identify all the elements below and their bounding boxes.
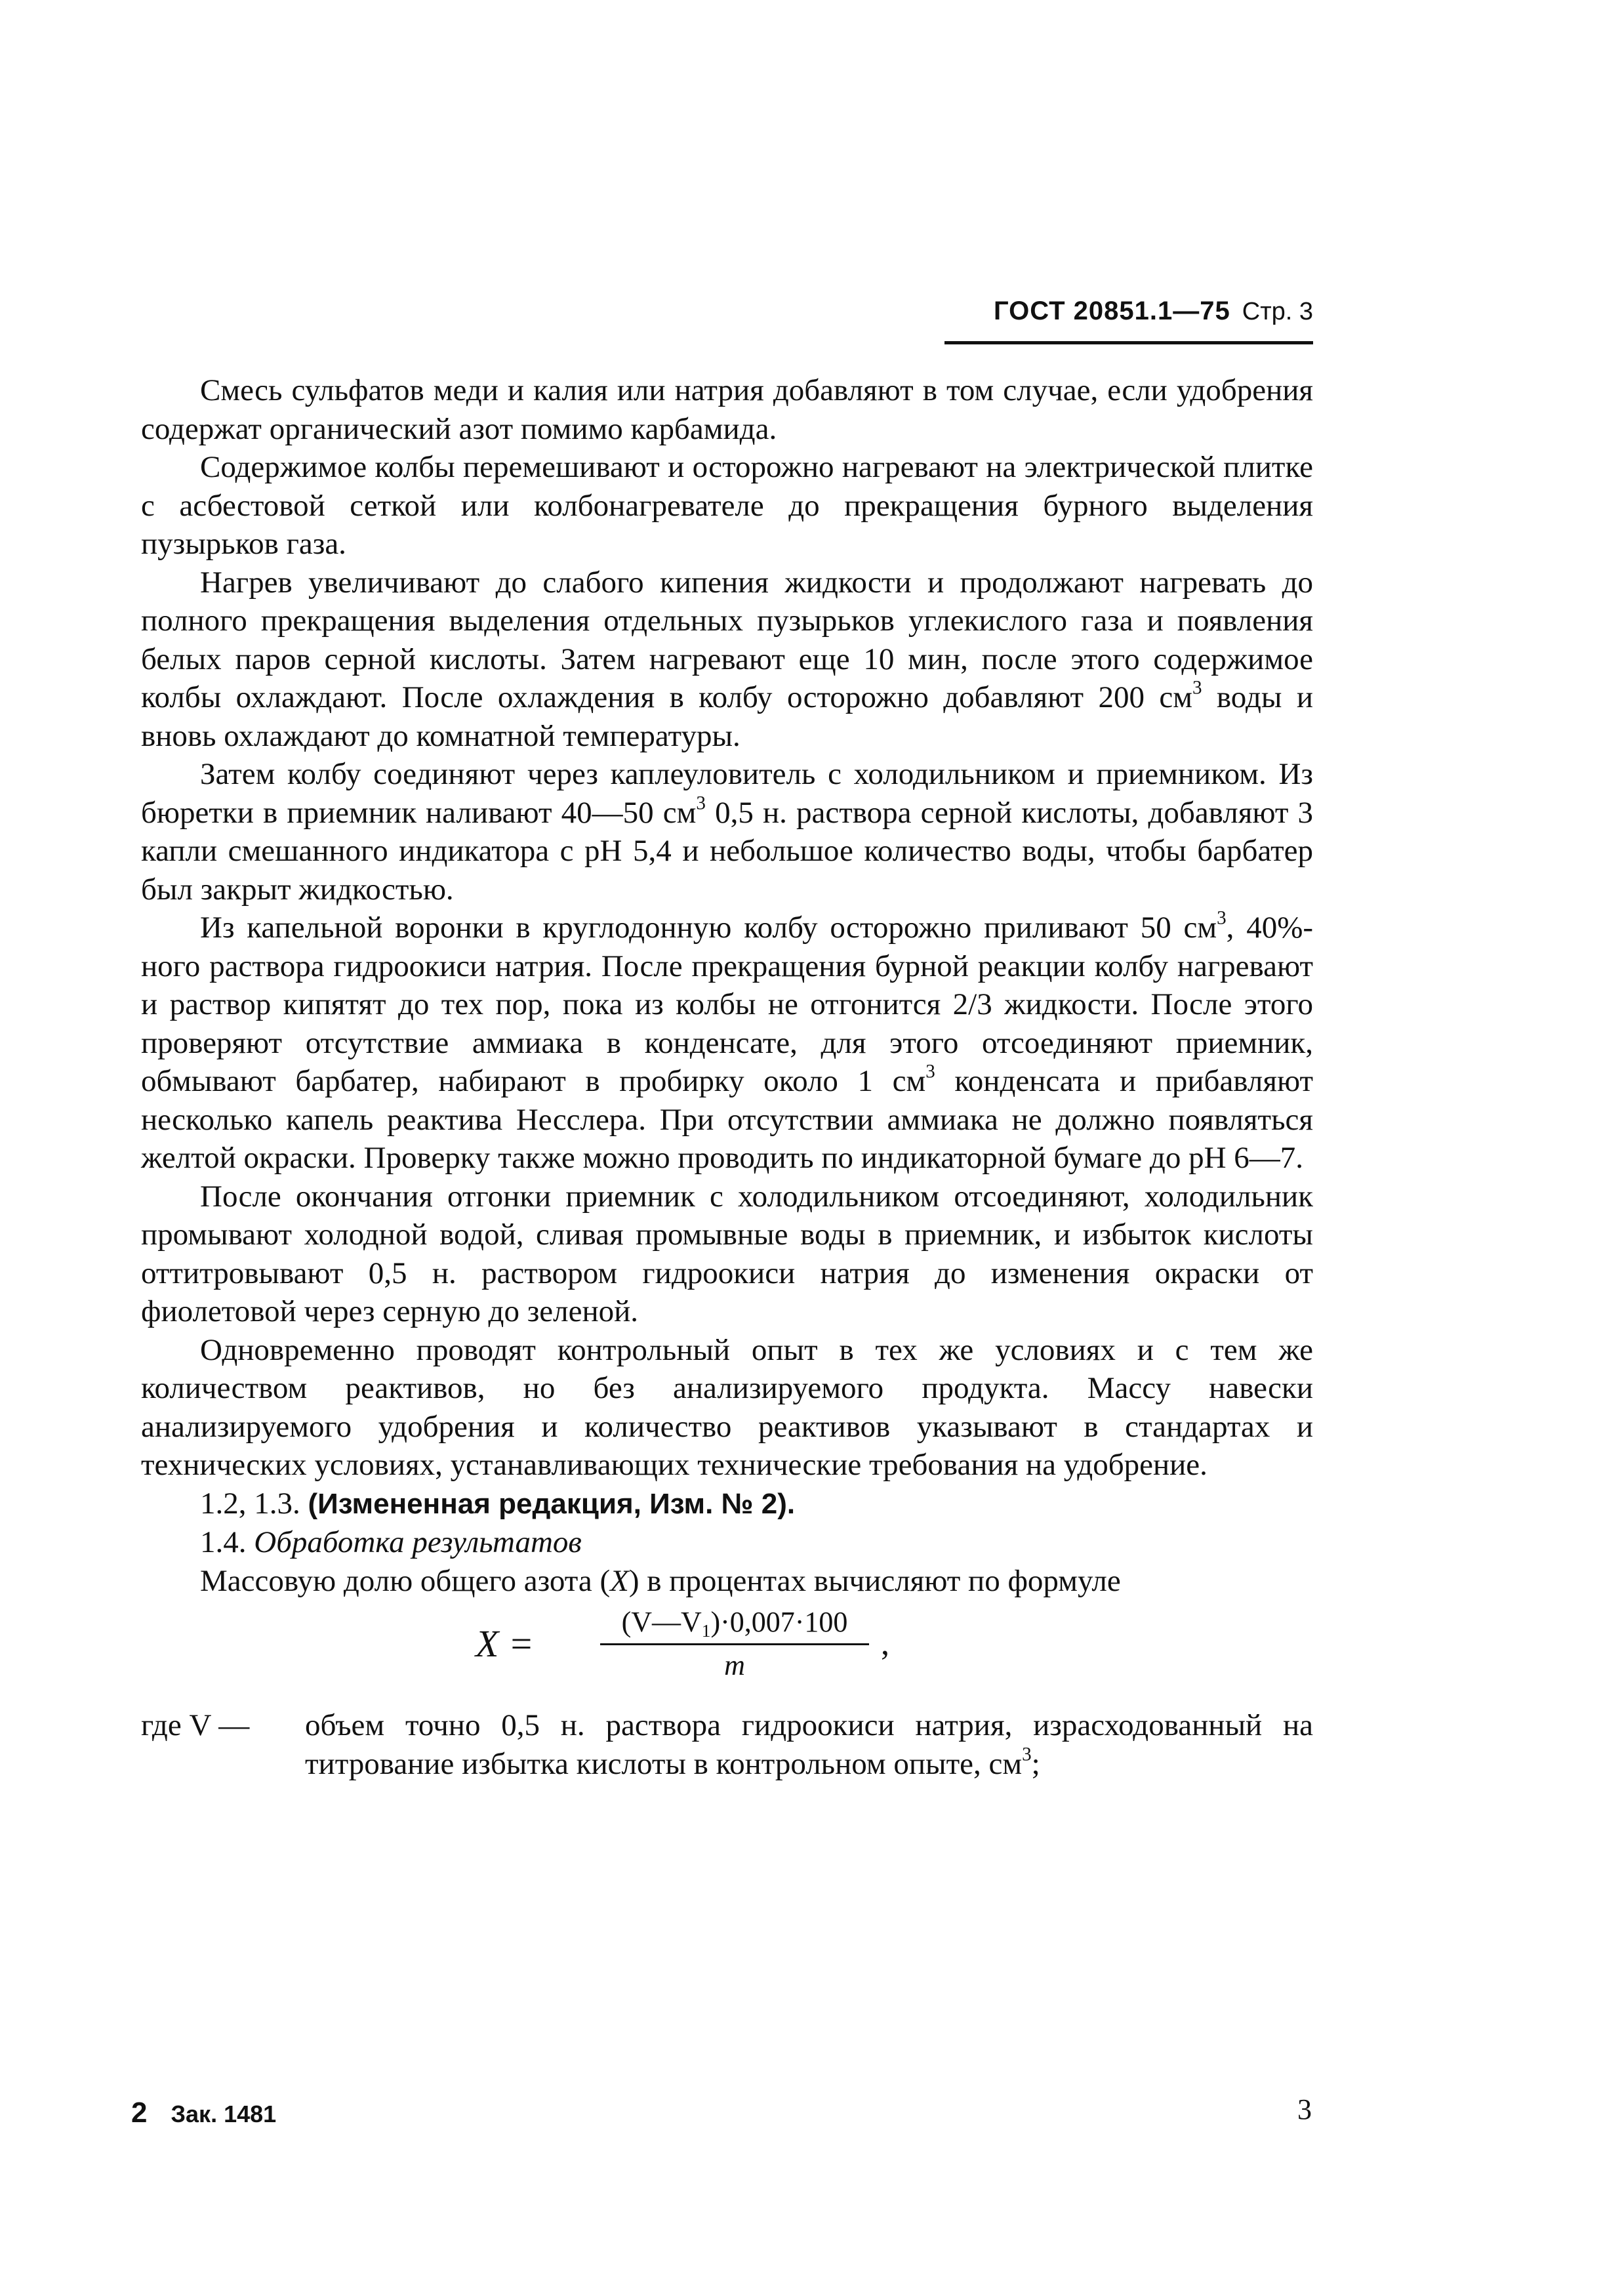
variable-definition	[141, 1706, 1313, 1783]
page-label: Стр. 3	[1242, 298, 1313, 325]
footer-print-info	[131, 2097, 276, 2129]
sheet-number: 2	[131, 2097, 148, 2129]
where-label: где V —	[141, 1708, 250, 1742]
formula-lhs: X =	[476, 1622, 535, 1665]
superscript-3: 3	[1192, 677, 1202, 699]
superscript-3: 3	[925, 1061, 935, 1082]
header-rule	[944, 341, 1313, 344]
formula-comma: ,	[881, 1625, 889, 1662]
page-number: 3	[1297, 2093, 1312, 2125]
order-number: Зак. 1481	[171, 2101, 277, 2127]
section-title: Обработка результатов	[254, 1525, 582, 1559]
where-description: объем точно 0,5 н. раствора гидроокиси натрия, израсходованный на титрование избытка кислоты в контрольном опыте, $см^3$;	[305, 1708, 1313, 1781]
standard-number: ГОСТ 20851.1—75	[993, 297, 1230, 325]
paragraph-2: Содержимое колбы перемешивают и осторожно нагревают на электрической плитке с асбестовой сеткой или колбонагревателе до прекращения бурного выделения пузырьков газа.	[141, 450, 1313, 561]
superscript-3: 3	[696, 792, 706, 814]
superscript-3: 3	[1217, 907, 1227, 929]
formula-numerator: $(V—V_1)\cdot 0,007\cdot 100$	[621, 1606, 848, 1641]
section-heading: 1.4. Обработка результатов	[200, 1525, 582, 1559]
formula-fraction	[600, 1603, 869, 1682]
paragraph-4: Затем колбу соединяют через каплеуловитель с холодильником и приемником. Из бюретки в приемник наливают 40—50 $см^3$ 0,5 н. раствора серной кислоты, добавляют 3 капли смешанного индикатора с pH 5,4 и небольшое количество воды, чтобы барбатер был закрыт жидкостью.	[141, 757, 1313, 907]
paragraph-8: Массовую долю общего азота (X) в процентах вычисляют по формуле	[200, 1563, 1121, 1598]
body-text	[141, 371, 1313, 1783]
superscript-3: 3	[1022, 1744, 1032, 1765]
paragraph-3: Нагрев увеличивают до слабого кипения жидкости и продолжают нагревать до полного прекращения выделения отдельных пузырьков углекислого газа и появления белых паров серной кислоты. Затем нагревают еще 10 мин, после этого содержимое колбы охлаждают. После охлаждения в колбу осторожно добавляют 200 $см^3$ воды и вновь охлаждают до комнатной температуры.	[141, 565, 1313, 753]
formula	[141, 1603, 1313, 1701]
paragraph-5: Из капельной воронки в круглодонную колбу осторожно приливают 50 $см^3$, 40%-ного раствора гидроокиси натрия. После прекращения бурной реакции колбу нагревают и раствор кипятят до тех пор, пока из колбы не отгонится 2/3 жидкости. После этого проверяют отсутствие аммиака в конденсате, для этого отсоединяют приемник, обмывают барбатер, набирают в пробирку около 1 $см^3$ конденсата и прибавляют несколько капель реактива Несслера. При отсутствии аммиака не должно появляться желтой окраски. Проверку также можно проводить по индикаторной бумаге до pH 6—7.	[141, 907, 1314, 1175]
running-header	[944, 297, 1313, 326]
formula-denominator: m	[724, 1649, 745, 1681]
paragraph-7: Одновременно проводят контрольный опыт в тех же условиях и с тем же количеством реактивов, но без анализируемого продукта. Массу навески анализируемого удобрения и количество реактивов указывают в стандартах и технических условиях, устанавливающих технические требования на удобрение.	[141, 1332, 1313, 1482]
edit-reference: 1.2, 1.3. (Измененная редакция, Изм. № 2).	[200, 1486, 796, 1521]
paragraph-6: После окончания отгонки приемник с холодильником отсоединяют, холодильник промывают холодной водой, сливая промывные воды в приемник, и избыток кислоты оттитровывают 0,5 н. раствором гидроокиси натрия до изменения окраски от фиолетовой через серную до зеленой.	[141, 1179, 1313, 1328]
fraction-bar	[600, 1643, 869, 1645]
paragraph-1: Смесь сульфатов меди и калия или натрия добавляют в том случае, если удобрения содержат органический азот помимо карбамида.	[141, 373, 1313, 446]
edit-note: (Измененная редакция, Изм. № 2).	[308, 1487, 796, 1520]
variable-x: X	[610, 1563, 629, 1598]
